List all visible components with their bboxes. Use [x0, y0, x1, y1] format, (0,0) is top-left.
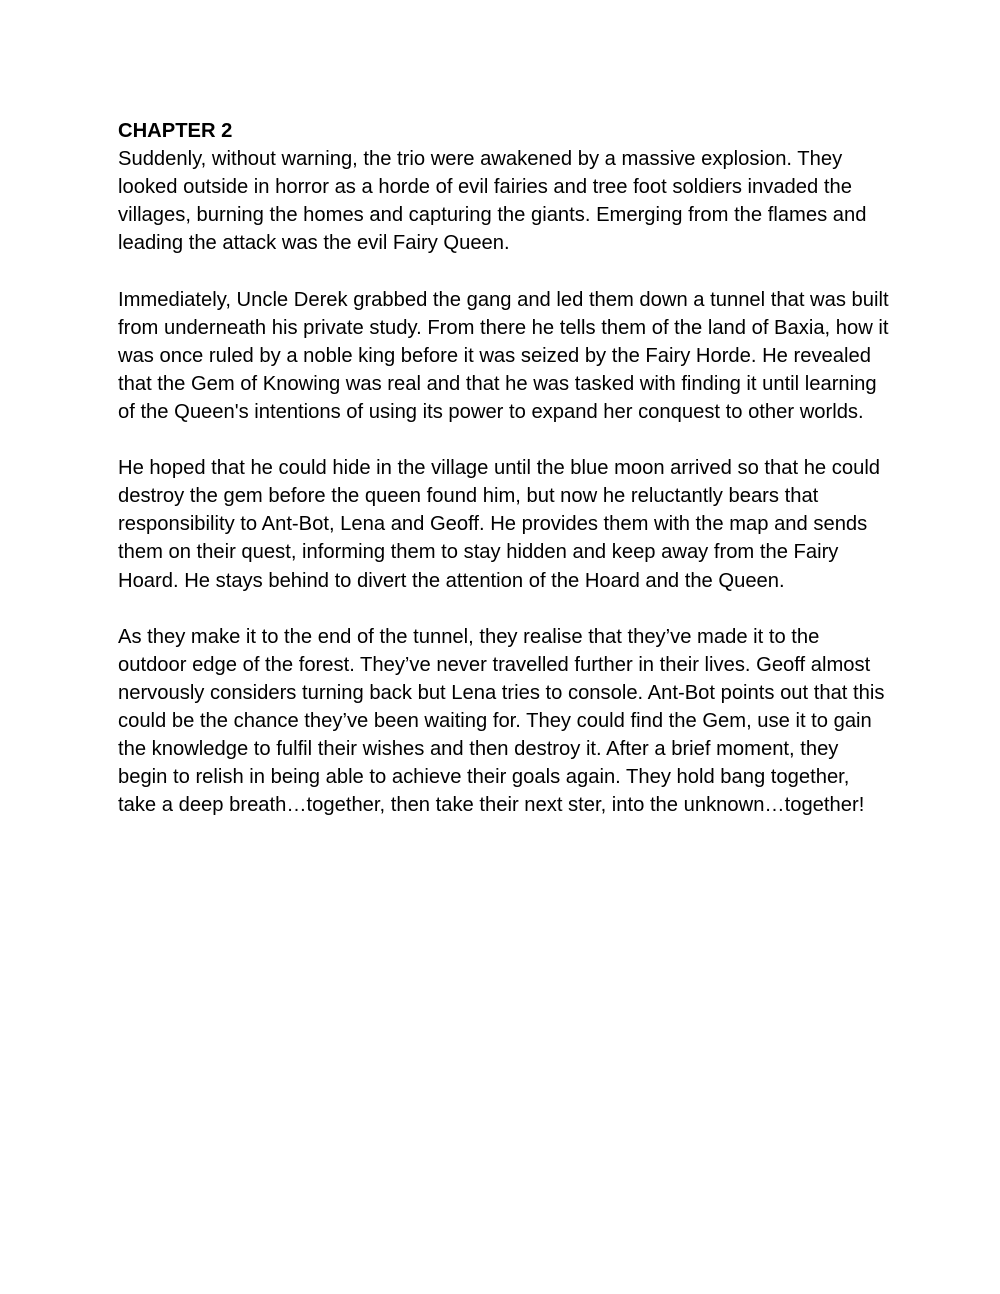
paragraph-1: Suddenly, without warning, the trio were awakened by a massive explosion. They looked outside in horror as a horde of evil fairies and tree foot soldiers invaded the villages, burning the homes and capturing the giants. Emerging from the flames and leading the attack was the evil Fairy Queen.: [118, 148, 867, 255]
document-body: [118, 117, 890, 819]
paragraph-3: He hoped that he could hide in the village until the blue moon arrived so that he could destroy the gem before the queen found him, but now he reluctantly bears that responsibility to Ant-Bot, Lena and Geoff. He provides them with the map and sends them on their quest, informing them to stay hidden and keep away from the Fairy Hoard. He stays behind to divert the attention of the Hoard and the Queen.: [118, 457, 881, 592]
paragraph-2: Immediately, Uncle Derek grabbed the gang and led them down a tunnel that was built from underneath his private study. From there he tells them of the land of Baxia, how it was once ruled by a noble king before it was seized by the Fairy Horde. He revealed that the Gem of Knowing was real and that he was tasked with finding it until learning of the Queen's intentions of using its power to expand her conquest to other worlds.: [118, 288, 889, 423]
paragraph-4: As they make it to the end of the tunnel, they realise that they’ve made it to the outdoor edge of the forest. They’ve never travelled further in their lives. Geoff almost nervously considers turning back but Lena tries to console. Ant-Bot points out that this could be the chance they’ve been waiting for. They could find the Gem, use it to gain the knowledge to fulfil their wishes and then destroy it. After a brief moment, they begin to relish in being able to achieve their goals again. They hold bang together, take a deep breath…together, then take their next ster, into the unknown…together!: [118, 625, 885, 817]
chapter-heading: CHAPTER 2: [118, 120, 233, 142]
